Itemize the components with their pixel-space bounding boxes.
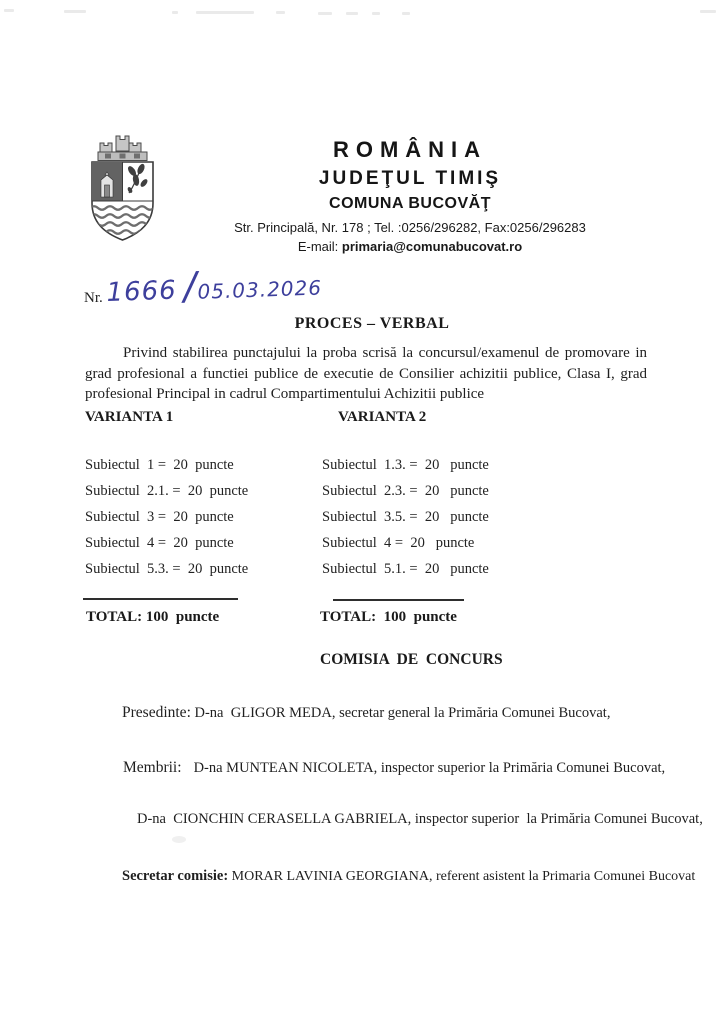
secretary-name: MORAR LAVINIA GEORGIANA, referent asistent la Primaria Comunei Bucovat — [228, 869, 696, 884]
subject-row: Subiectul 3.5. = 20 puncte — [322, 509, 489, 525]
intro-paragraph: Privind stabilirea punctajului la proba scrisă la concursul/examenul de promovare in grad profesional a functiei publice de executie de Consilier achizitii publice, Clasa I, grad profesional Principal in cadrul Compartimentului Achizitii publice — [85, 345, 647, 402]
total-rule-variant2 — [333, 599, 464, 601]
variant2-header: VARIANTA 2 — [338, 409, 427, 425]
member-name: D-na MUNTEAN NICOLETA, inspector superior la Primăria Comunei Bucovat, — [193, 760, 666, 776]
subject-row: Subiectul 2.1. = 20 puncte — [85, 483, 249, 499]
subject-row: Subiectul 1.3. = 20 puncte — [322, 457, 489, 473]
scan-artifact — [318, 12, 332, 15]
scan-artifact — [276, 11, 285, 14]
scan-artifact — [196, 11, 254, 14]
subject-row: Subiectul 5.3. = 20 puncte — [85, 561, 249, 577]
subject-row: Subiectul 1 = 20 puncte — [85, 457, 234, 473]
variant1-total: TOTAL: 100 puncte — [86, 609, 220, 625]
scan-artifact — [372, 12, 380, 15]
email-address: primaria@comunabucovat.ro — [341, 239, 523, 254]
member-line — [123, 759, 665, 777]
country-name: ROMÂNIA — [332, 137, 488, 162]
email-label: E-mail: — [297, 239, 342, 254]
registration-number — [84, 263, 323, 310]
variant1-header: VARIANTA 1 — [85, 409, 174, 425]
registration-number-value: 1666 — [105, 275, 177, 308]
variant2-total: TOTAL: 100 puncte — [320, 609, 457, 625]
variant1-subjects — [85, 452, 248, 582]
subject-row: Subiectul 4 = 20 puncte — [85, 535, 234, 551]
president-line — [122, 704, 610, 722]
subject-row: Subiectul 2.3. = 20 puncte — [322, 483, 489, 499]
scan-artifact — [4, 9, 14, 12]
registration-date-value: 05.03.2026 — [196, 275, 323, 304]
secretary-label: Secretar comisie: — [122, 868, 229, 884]
subject-row: Subiectul 5.1. = 20 puncte — [322, 561, 489, 577]
president-label: Presedinte: — [122, 704, 191, 721]
letterhead — [160, 135, 660, 260]
commission-heading: COMISIA DE CONCURS — [320, 651, 503, 668]
president-name: D-na GLIGOR MEDA, secretar general la Primăria Comunei Bucovat, — [190, 705, 611, 721]
registration-label: Nr. — [84, 290, 103, 306]
document-title: PROCES – VERBAL — [294, 315, 450, 332]
subject-row: Subiectul 4 = 20 puncte — [322, 535, 475, 551]
variant2-subjects — [322, 452, 489, 582]
scan-artifact — [700, 10, 716, 13]
total-rule-variant1 — [83, 598, 238, 600]
coat-of-arms — [85, 133, 160, 245]
scan-artifact — [402, 12, 410, 15]
secretary-line — [122, 868, 695, 885]
registration-handwriting — [105, 263, 323, 310]
email-line — [160, 239, 660, 254]
scan-artifact — [346, 12, 358, 15]
member-line: D-na CIONCHIN CERASELLA GABRIELA, inspector superior la Primăria Comunei Bucovat, — [137, 811, 703, 827]
address-line: Str. Principală, Nr. 178 ; Tel. :0256/296282, Fax:0256/296283 — [234, 220, 586, 235]
scan-artifact — [172, 11, 178, 14]
subject-row: Subiectul 3 = 20 puncte — [85, 509, 234, 525]
members-label: Membrii: — [123, 759, 182, 776]
mural-crown-icon — [98, 136, 147, 161]
scan-artifact — [64, 10, 86, 13]
registration-separator: / — [182, 263, 197, 309]
scan-artifact — [172, 836, 186, 843]
commune-name: COMUNA BUCOVĂŢ — [329, 195, 491, 212]
county-name: JUDEŢUL TIMIŞ — [318, 168, 502, 189]
